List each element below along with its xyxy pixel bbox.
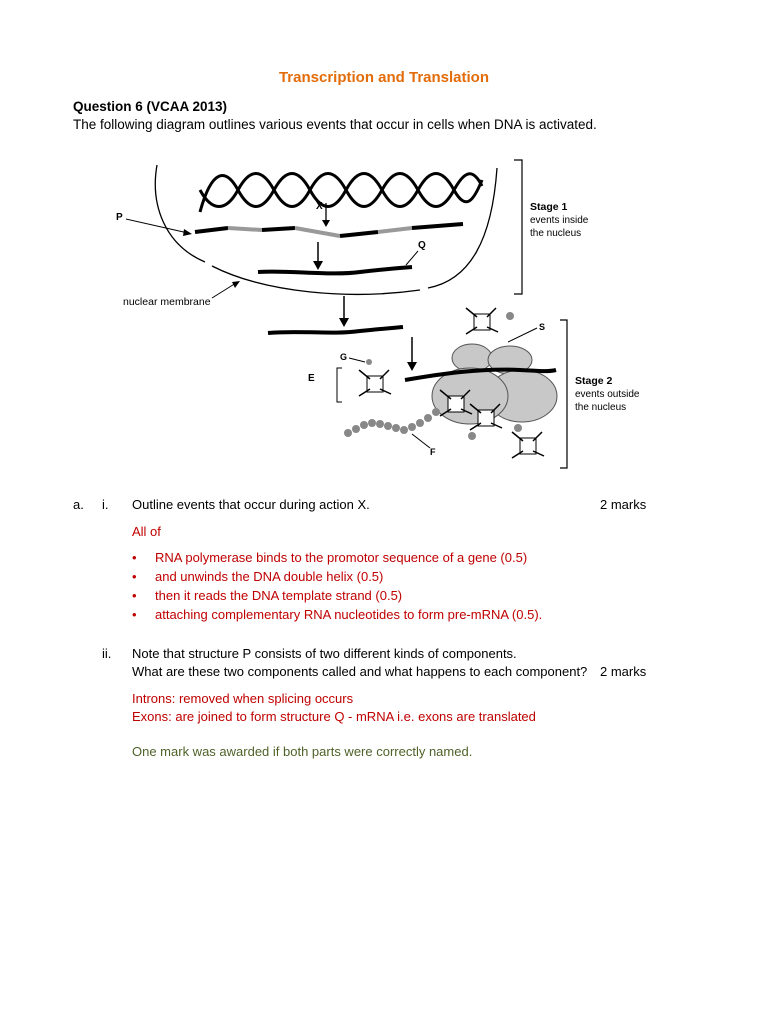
bullet-icon: •: [132, 607, 137, 622]
label-stage2-line1: events outside: [575, 389, 640, 400]
label-f: F: [430, 447, 436, 457]
bullet-icon: •: [132, 588, 137, 603]
part-ii-answer-line1: Introns: removed when splicing occurs: [132, 691, 354, 706]
dna-strand-2: [200, 174, 482, 207]
part-i-answer-list: [132, 548, 542, 624]
label-nuclear-membrane: nuclear membrane: [123, 296, 211, 308]
question-heading: Question 6 (VCAA 2013): [73, 99, 228, 114]
part-ii-marks: 2 marks: [600, 664, 647, 679]
question-intro: The following diagram outlines various events that occur in cells when DNA is activated.: [73, 117, 597, 132]
label-stage2-line2: the nucleus: [575, 402, 627, 413]
part-i-marks: 2 marks: [600, 497, 647, 512]
mrna-outside: [268, 327, 403, 333]
nuclear-membrane-arc-3: [428, 168, 497, 288]
label-stage1-line2: the nucleus: [530, 228, 582, 239]
bullet-icon: •: [132, 550, 137, 565]
part-i-numeral: i.: [102, 497, 109, 512]
part-ii-numeral: ii.: [102, 646, 112, 661]
trna-free: [512, 424, 544, 458]
list-item: • then it reads the DNA template strand (0.5): [132, 588, 403, 603]
label-s: S: [539, 322, 546, 332]
label-x: X: [316, 201, 323, 212]
trna-s: [466, 308, 514, 334]
label-q: Q: [418, 240, 426, 251]
trna-e: [359, 359, 391, 396]
label-e: E: [308, 373, 315, 384]
polypeptide-chain: [344, 408, 440, 437]
part-letter: a.: [73, 497, 84, 512]
e-bracket: [337, 368, 342, 402]
mrna-strand-q: [258, 267, 412, 273]
part-i-question: Outline events that occur during action X.: [132, 497, 370, 512]
stage2-bracket: [560, 320, 567, 468]
transcription-translation-diagram: [100, 150, 660, 480]
label-g: G: [340, 352, 348, 362]
page-title: Transcription and Translation: [278, 69, 490, 86]
marking-note: One mark was awarded if both parts were correctly named.: [132, 744, 473, 759]
label-stage1: Stage 1: [530, 201, 568, 213]
list-item: • RNA polymerase binds to the promotor sequence of a gene (0.5): [132, 550, 528, 565]
part-ii-question-line2: What are these two components called and what happens to each component?: [132, 664, 588, 679]
ribosome-left: [432, 368, 508, 424]
stage1-bracket: [514, 160, 522, 294]
part-ii-answer-line2: Exons: are joined to form structure Q - mRNA i.e. exons are translated: [132, 709, 536, 724]
list-item: • attaching complementary RNA nucleotides to form pre-mRNA (0.5).: [132, 607, 543, 622]
label-p: P: [116, 212, 123, 223]
nuclear-membrane-arc: [155, 165, 205, 262]
bullet-icon: •: [132, 569, 137, 584]
list-item: • and unwinds the DNA double helix (0.5): [132, 569, 384, 584]
part-ii-question-line1: Note that structure P consists of two different kinds of components.: [132, 646, 517, 661]
label-stage1-line1: events inside: [530, 215, 589, 226]
part-i-answer-lead: All of: [132, 524, 161, 539]
label-stage2: Stage 2: [575, 375, 613, 387]
